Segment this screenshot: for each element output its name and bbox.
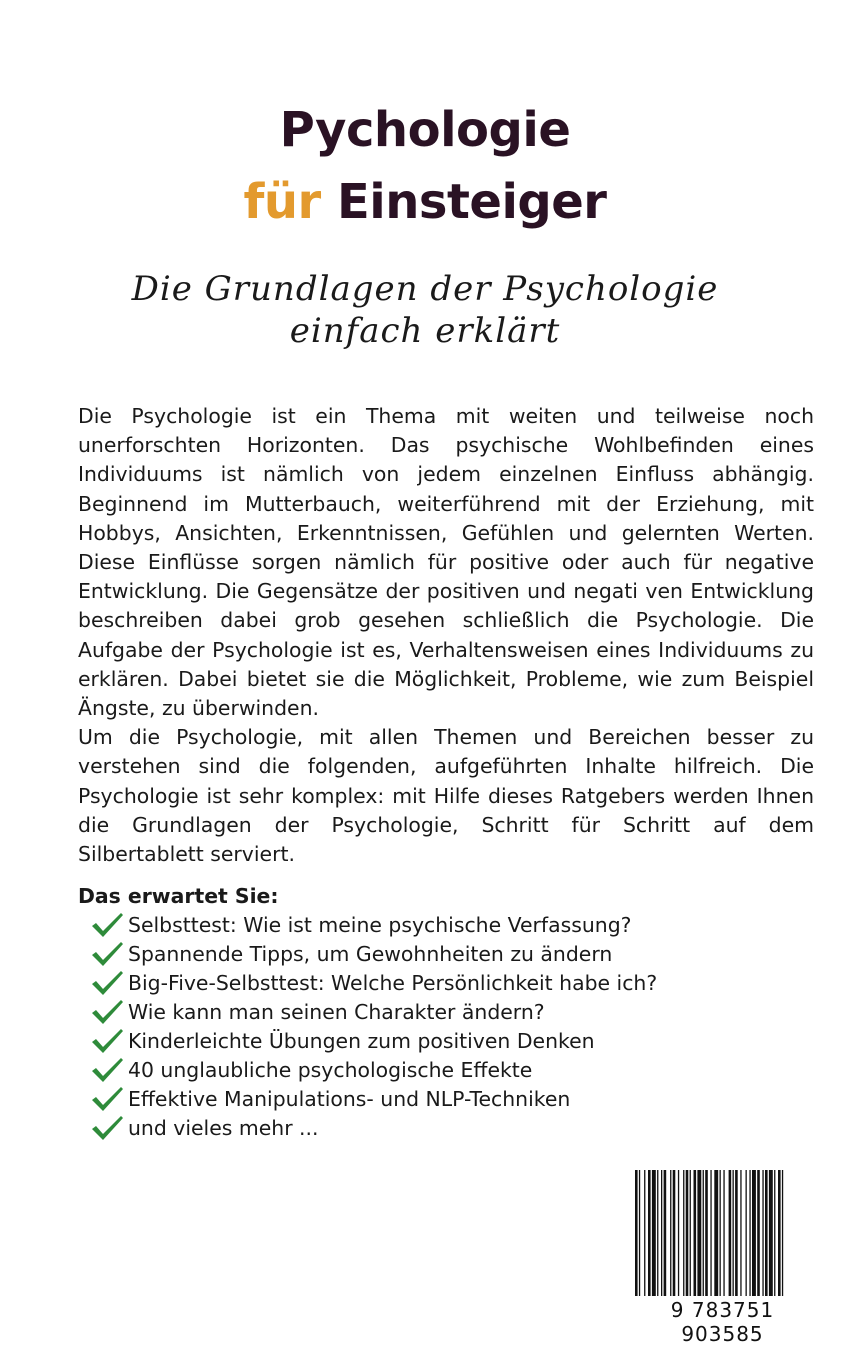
barcode-bar bbox=[740, 1170, 741, 1296]
title-word-einsteiger: Einsteiger bbox=[336, 174, 607, 230]
barcode-bar bbox=[774, 1170, 775, 1296]
checkmark-icon bbox=[90, 940, 124, 968]
list-item: und vieles mehr ... bbox=[90, 1113, 730, 1142]
barcode-bar bbox=[769, 1170, 773, 1296]
barcode-bar bbox=[652, 1170, 656, 1296]
barcode-bar bbox=[714, 1170, 718, 1296]
barcode-bar bbox=[657, 1170, 658, 1296]
barcode-bar bbox=[757, 1170, 760, 1296]
barcode-bar bbox=[690, 1170, 691, 1296]
checkmark-icon bbox=[90, 1085, 124, 1113]
blurb-paragraph-2: Um die Psychologie, mit allen Themen und Bereichen besser zu verstehen sind die folgenden, aufgeführten Inhalte hilfreich. Die Psychologie ist sehr komplex: mit Hilfe dieses Ratgebers werden Ihnen die Grundlagen der Psychologie, Schritt für Schritt auf dem Silbertablett serviert. bbox=[78, 725, 814, 867]
book-title-line1 bbox=[0, 102, 850, 158]
list-item: Wie kann man seinen Charakter ändern? bbox=[90, 997, 730, 1026]
barcode-bar bbox=[778, 1170, 781, 1296]
barcode-bar bbox=[639, 1170, 640, 1296]
checkmark-icon bbox=[90, 1056, 124, 1084]
barcode-bar bbox=[697, 1170, 701, 1296]
barcode-bar bbox=[705, 1170, 708, 1296]
checkmark-icon bbox=[90, 911, 124, 939]
barcode-bar bbox=[644, 1170, 645, 1296]
barcode-bar bbox=[673, 1170, 676, 1296]
checkmark-icon bbox=[90, 1027, 124, 1055]
barcode-bar bbox=[782, 1170, 783, 1296]
barcode-bar bbox=[686, 1170, 689, 1296]
barcode-bar bbox=[729, 1170, 732, 1296]
blurb-paragraph-1: Die Psychologie ist ein Thema mit weiten und teilweise noch unerforschten Horizonten. Das psychische Wohlbefinden eines Individuums ist nämlich von jedem einzelnen Einfluss abhängig. Beginnend im Mutterbauch, weiterführend mit der Erziehung, mit Hobbys, Ansichten, Erkenntnissen, Gefühlen und gelernten Werten. Diese Einflüsse sorgen nämlich für positive oder auch für negative Entwicklung. Die Gegensätze der positiven und negati ven Entwicklung beschreiben dabei grob gesehen schließlich die Psychologie. Die Aufgabe der Psychologie ist es, Verhaltensweisen eines Individuums zu erklären. Dabei bietet sie die Möglichkeit, Probleme, wie zum Beispiel Ängste, zu überwinden. bbox=[78, 404, 814, 721]
barcode-bar bbox=[765, 1170, 768, 1296]
barcode-bar bbox=[661, 1170, 662, 1296]
isbn-number: 9 783751 903585 bbox=[670, 1298, 775, 1346]
book-title-line2 bbox=[0, 174, 850, 230]
barcode-bar bbox=[703, 1170, 704, 1296]
barcode-bar bbox=[710, 1170, 711, 1296]
barcode-bars bbox=[631, 1170, 814, 1296]
checkmark-icon bbox=[90, 1114, 124, 1142]
checkmark-icon bbox=[90, 998, 124, 1026]
list-item: Selbsttest: Wie ist meine psychische Verfassung? bbox=[90, 910, 730, 939]
list-item: Kinderleichte Übungen zum positiven Denken bbox=[90, 1026, 730, 1055]
barcode-bar bbox=[648, 1170, 651, 1296]
blurb-text bbox=[78, 402, 814, 869]
title-word-fuer: für bbox=[243, 174, 321, 230]
checkmark-icon bbox=[90, 969, 124, 997]
barcode-bar bbox=[670, 1170, 671, 1296]
list-item: Effektive Manipulations- und NLP-Techniken bbox=[90, 1084, 730, 1113]
barcode-bar bbox=[746, 1170, 747, 1296]
subtitle-line2: einfach erklärt bbox=[289, 311, 561, 351]
barcode-bar bbox=[733, 1170, 734, 1296]
barcode-bar bbox=[683, 1170, 684, 1296]
barcode-bar bbox=[694, 1170, 697, 1296]
barcode-bar bbox=[723, 1170, 724, 1296]
title-word-pychologie: Pychologie bbox=[279, 102, 571, 158]
barcode-bar bbox=[762, 1170, 763, 1296]
subtitle-line1: Die Grundlagen der Psychologie bbox=[131, 269, 719, 309]
barcode-bar bbox=[749, 1170, 750, 1296]
barcode-bar bbox=[664, 1170, 667, 1296]
barcode-bar bbox=[752, 1170, 756, 1296]
barcode-bar bbox=[735, 1170, 738, 1296]
barcode-bar bbox=[635, 1170, 638, 1296]
list-item: Big-Five-Selbsttest: Welche Persönlichkeit habe ich? bbox=[90, 968, 730, 997]
barcode-bar bbox=[678, 1170, 679, 1296]
expectations-list bbox=[90, 910, 730, 1142]
expectations-heading: Das erwartet Sie: bbox=[78, 884, 279, 908]
list-item: 40 unglaubliche psychologische Effekte bbox=[90, 1055, 730, 1084]
barcode-bar bbox=[720, 1170, 721, 1296]
list-item: Spannende Tipps, um Gewohnheiten zu ändern bbox=[90, 939, 730, 968]
